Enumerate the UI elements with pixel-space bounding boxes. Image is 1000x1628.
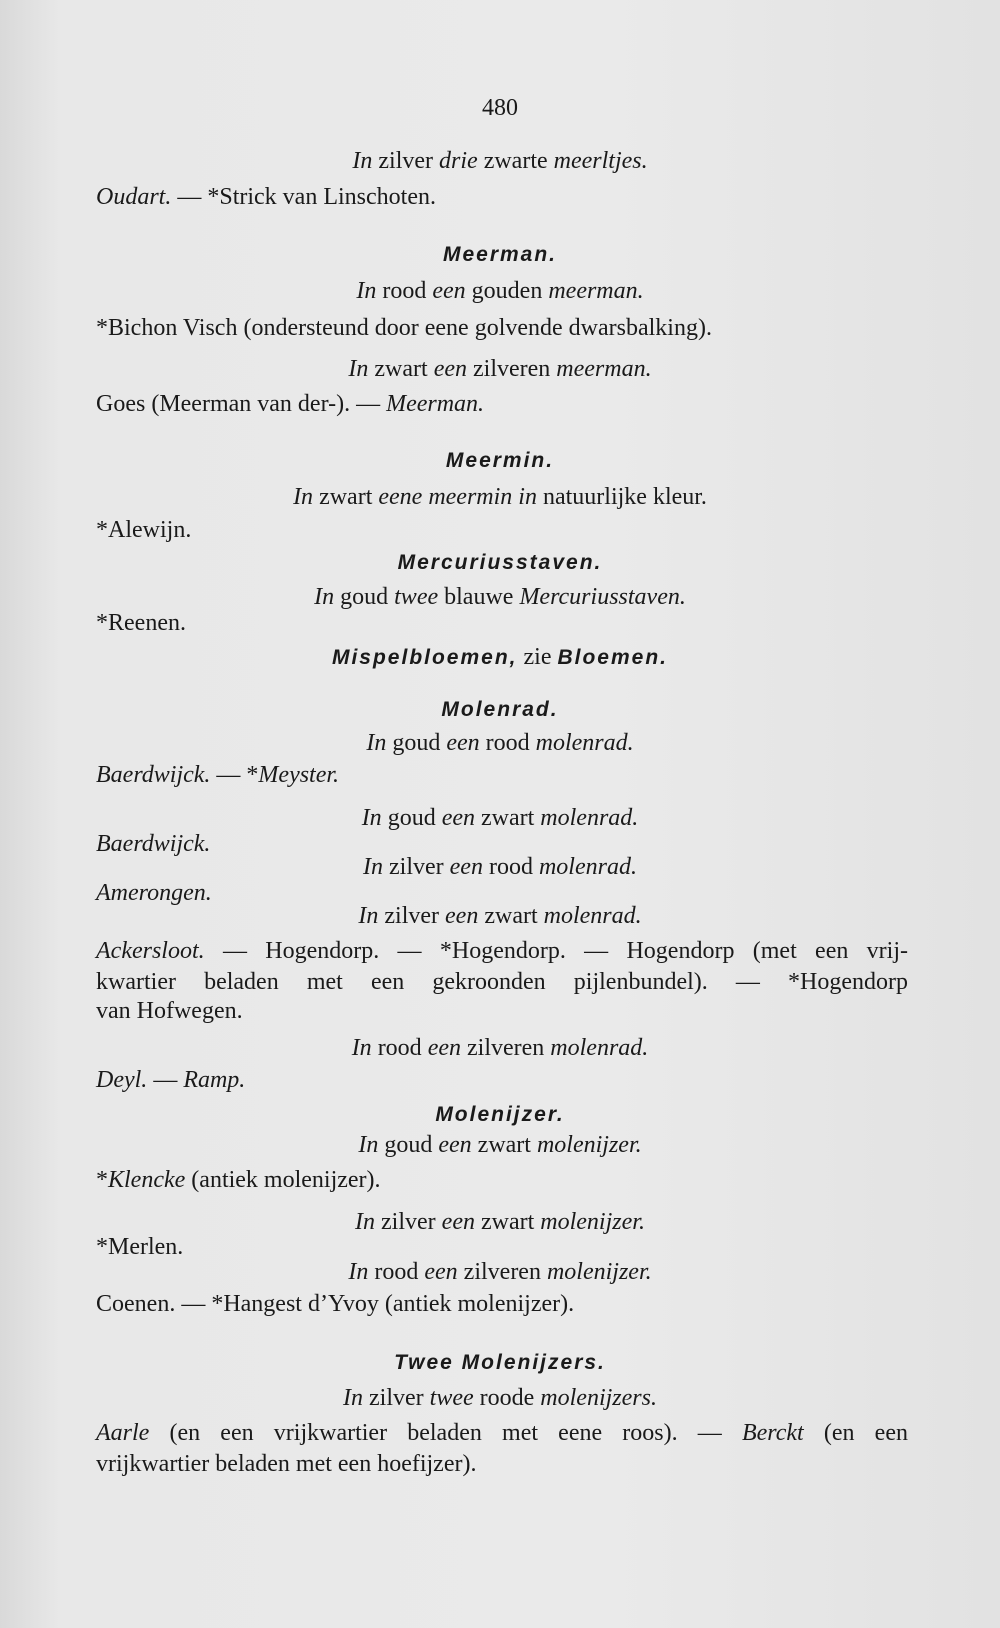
section-heading: Molenijzer.: [435, 1103, 565, 1126]
section-heading: Molenrad.: [441, 698, 559, 721]
family-list: kwartier beladen met een gekroonden pijlenbundel). — *Hogendorp: [96, 969, 908, 995]
family-list: Aarle (en een vrijkwartier beladen met eene roos). — Berckt (en een: [96, 1420, 908, 1446]
blazon-line: In goud twee blauwe Mercuriusstaven.: [314, 584, 686, 610]
family-list: *Bichon Visch (ondersteund door eene golvende dwarsbalking).: [96, 315, 712, 341]
blazon-line: In zilver een rood molenrad.: [363, 854, 637, 880]
family-list: Oudart. — *Strick van Linschoten.: [96, 184, 436, 210]
blazon-line: In goud een zwart molenijzer.: [358, 1132, 642, 1158]
family-list: Deyl. — Ramp.: [96, 1067, 246, 1093]
family-list: Ackersloot. — Hogendorp. — *Hogendorp. — Hogendorp (met een vrij-: [96, 938, 908, 964]
blazon-line: In rood een zilveren molenijzer.: [348, 1259, 652, 1285]
section-heading: Meerman.: [442, 243, 558, 266]
blazon-line: In zilver een zwart molenijzer.: [355, 1209, 645, 1235]
family-list: vrijkwartier beladen met een hoefijzer).: [96, 1451, 477, 1477]
family-list: Amerongen.: [96, 880, 212, 906]
family-list: *Alewijn.: [96, 517, 192, 543]
blazon-line: In zilver een zwart molenrad.: [358, 903, 642, 929]
family-list: Baerdwijck. — *Meyster.: [96, 762, 340, 788]
blazon-line: In zilver drie zwarte meerltjes.: [352, 148, 648, 174]
section-heading: Twee Molenijzers.: [394, 1351, 606, 1374]
family-list: *Klencke (antiek molenijzer).: [96, 1167, 381, 1193]
blazon-line: In zilver twee roode molenijzers.: [343, 1385, 657, 1411]
family-list: Baerdwijck.: [96, 831, 211, 857]
section-heading: Mercuriusstaven.: [397, 551, 603, 574]
page-number: 480: [482, 95, 518, 121]
section-heading: Meermin.: [445, 449, 555, 472]
blazon-line: In zwart eene meermin in natuurlijke kleur.: [293, 484, 707, 510]
family-list: Goes (Meerman van der-). — Meerman.: [96, 391, 485, 417]
blazon-line: In goud een rood molenrad.: [366, 730, 634, 756]
family-list: Coenen. — *Hangest d’Yvoy (antiek molenijzer).: [96, 1291, 575, 1317]
family-list: *Merlen.: [96, 1234, 184, 1260]
cross-reference: Mispelbloemen, zie Bloemen.: [331, 644, 669, 670]
blazon-line: In rood een gouden meerman.: [356, 278, 644, 304]
family-list: van Hofwegen.: [96, 998, 243, 1024]
blazon-line: In goud een zwart molenrad.: [361, 805, 639, 831]
family-list: *Reenen.: [96, 610, 186, 636]
blazon-line: In rood een zilveren molenrad.: [351, 1035, 649, 1061]
blazon-line: In zwart een zilveren meerman.: [348, 356, 652, 382]
